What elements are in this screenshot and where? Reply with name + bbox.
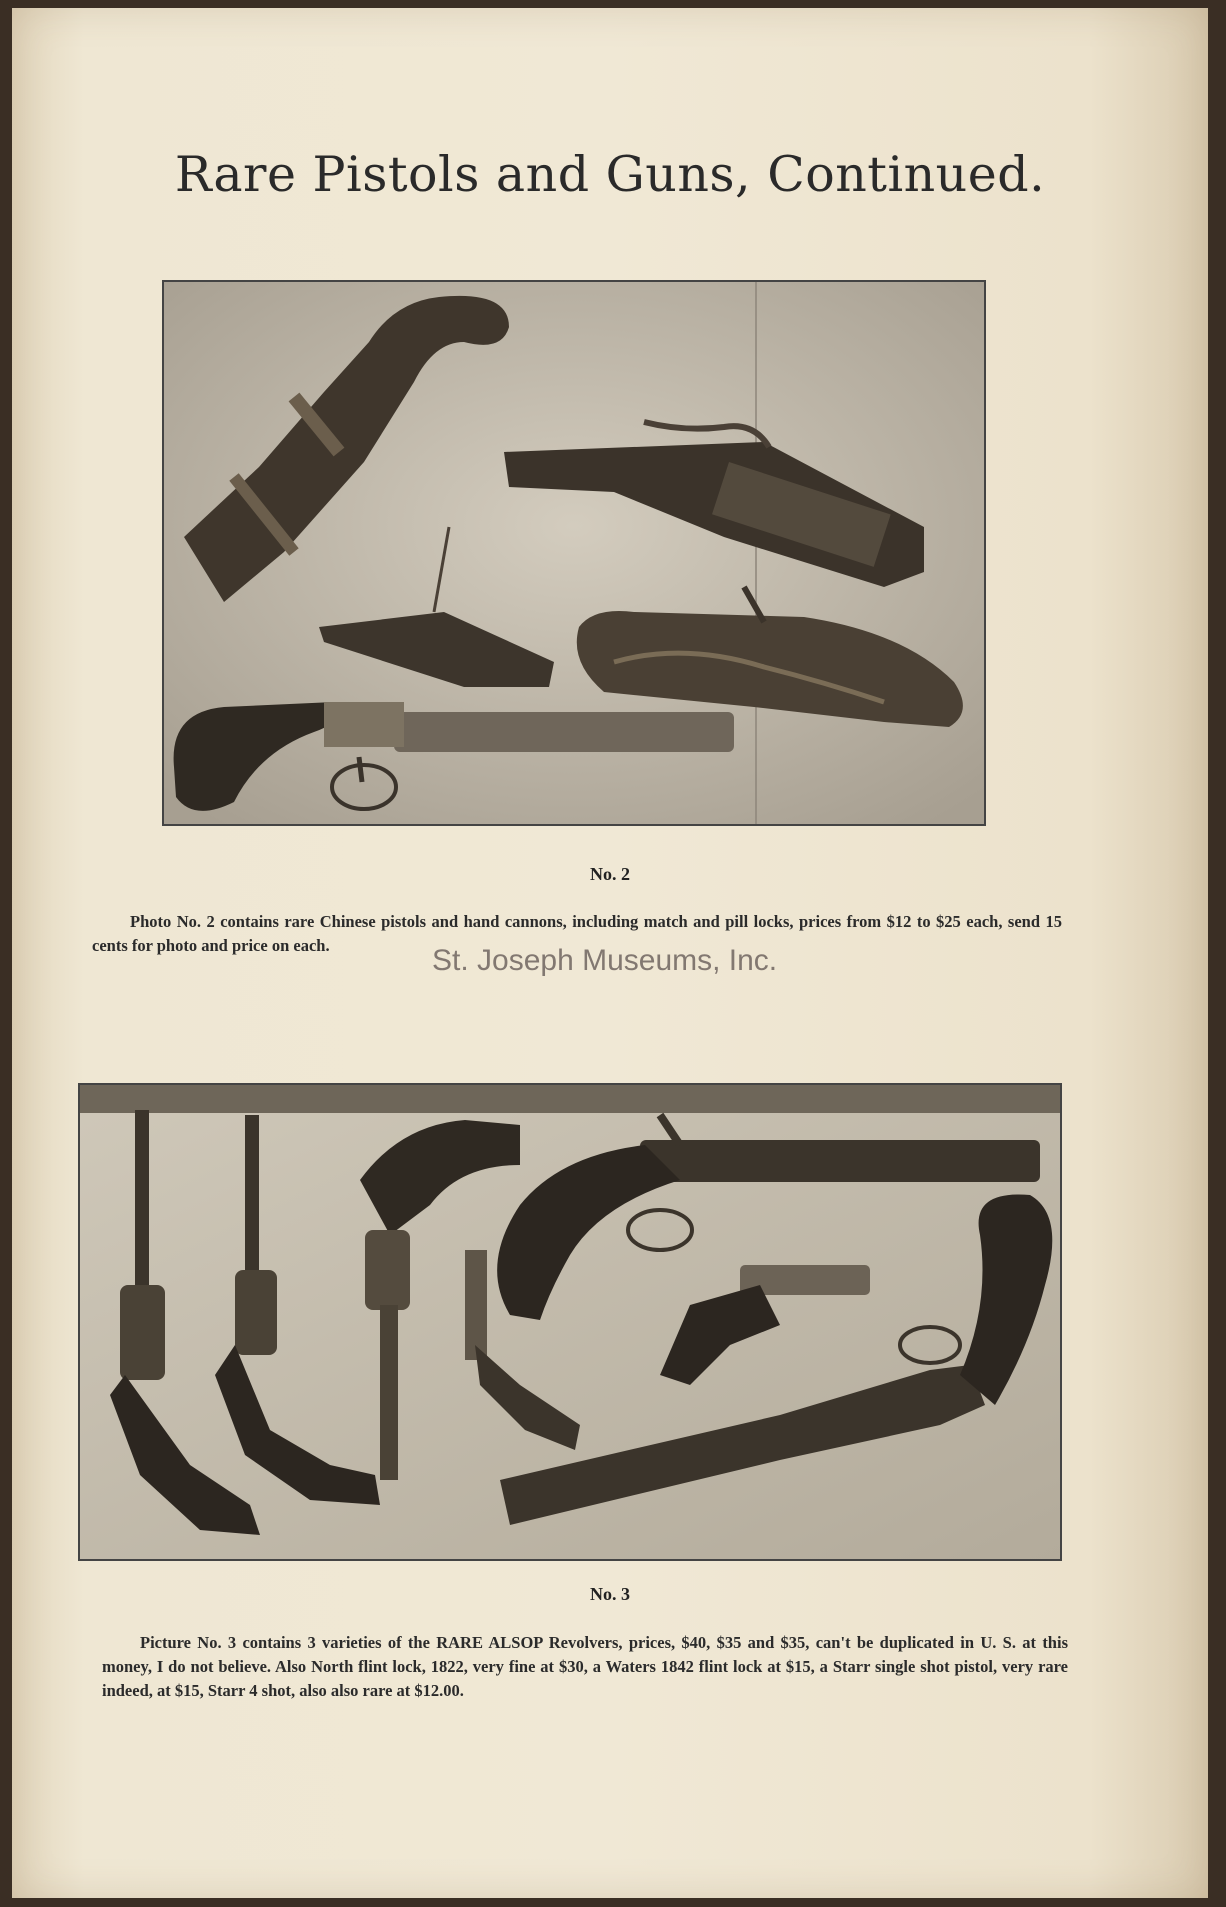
figure-caption-2: Photo No. 2 contains rare Chinese pistols and hand cannons, including match and pill locks, prices from $12 to $25 each, send 15 cents for photo and price on each. xyxy=(92,912,1062,955)
figure-label-2: No. 2 xyxy=(590,864,630,884)
photo-chinese-pistols xyxy=(162,280,986,826)
figure-label-3: No. 3 xyxy=(590,1584,630,1604)
catalog-page xyxy=(12,8,1208,1898)
page-title: Rare Pistols and Guns, Continued. xyxy=(174,146,1046,203)
figure-caption-3: Picture No. 3 contains 3 varieties of the RARE ALSOP Revolvers, prices, $40, $35 and $35, can't be duplicated in U. S. at this money, I do not believe. Also North flint lock, 1822, very fine at $30, a Waters 1842 flint lock at $15, a Starr single shot pistol, very rare indeed, at $15, Starr 4 shot, also also rare at $12.00. xyxy=(102,1633,1068,1700)
photo-alsop-revolvers xyxy=(78,1083,1062,1561)
watermark: St. Joseph Museums, Inc. xyxy=(432,944,778,977)
